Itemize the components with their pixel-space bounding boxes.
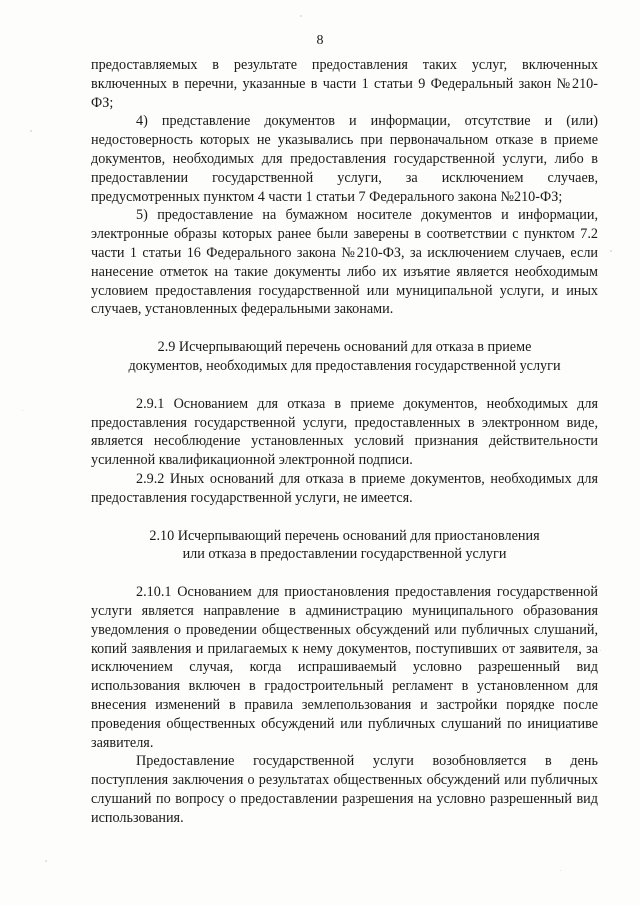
paragraph-item-4: 4) представление документов и информации, отсутствие и (или) недостоверность которых не указывались при первоначальном отказе в приеме документов, необходимых для предоставления государственной услуги, либо в предоставлении государственной услуги, за исключением случаев, предусмотренных пунктом 4 части 1 статьи 7 Федерального закона №210-ФЗ; [91,113,598,205]
paragraph-item-5: 5) предоставление на бумажном носителе документов и информации, электронные образы которых ранее были заверены в соответствии с пунктом 7.2 части 1 статьи 16 Федерального закона №210-ФЗ, за исключением случаев, если нанесение отметок на такие документы либо их изъятие является необходимым условием предоставления государственной или муниципальной услуги, и иных случаев, установленных федеральными законами. [91,207,598,318]
paragraph-2-10-1: 2.10.1 Основанием для приостановления предоставления государственной услуги является направление в администрацию муниципального образования уведомления о проведении общественных обсуждений или публичных слушаний, копий заявления и прилагаемых к нему документов, поступивших от заявителя, за исключением случая, когда испрашиваемый условно разрешенный вид использования включен в градостроительный регламент в установленном для внесения изменений в правила землепользования и застройки порядке после проведения общественных обсуждений или публичных слушаний по инициативе заявителя. [91,584,598,751]
page-number: 8 [316,33,324,48]
spacer [91,319,598,338]
spacer [91,564,598,583]
section-2-9-heading [91,338,598,376]
spacer [91,508,598,527]
spacer [91,376,598,395]
scan-speckle [22,410,23,411]
scan-speckle [45,860,47,862]
paragraph-2-9-2: 2.9.2 Иных оснований для отказа в приеме документов, необходимых для предоставления государственной услуги, не имеется. [91,470,598,506]
paragraph-continuation: предоставляемых в результате предоставления таких услуг, включенных включенных в перечни, указанные в части 1 статьи 9 Федеральный закон №210-ФЗ; [91,57,598,111]
scan-speckle [300,15,302,17]
section-heading-line: 2.10 Исчерпывающий перечень оснований для приостановления [149,527,540,544]
section-heading-line: или отказа в предоставлении государственной услуги [182,546,507,563]
scan-speckle [610,250,612,252]
scan-speckle [600,650,601,651]
section-2-10-heading [91,527,598,565]
paragraph-2-9-1: 2.9.1 Основанием для отказа в приеме документов, необходимых для предоставления государственной услуги, предоставленных в электронном виде, является несоблюдение установленных условий признания действительности усиленной квалификационной электронной подписи. [91,395,598,469]
paragraph-2-10-resume: Предоставление государственной услуги возобновляется в день поступления заключения о результатах общественных обсуждений или публичных слушаний по вопросу о предоставлении разрешения на условно разрешенный вид использования. [91,753,598,826]
document-body [91,56,598,827]
scan-speckle [560,870,561,871]
section-heading-line: 2.9 Исчерпывающий перечень оснований для отказа в приеме [157,339,532,356]
scan-speckle [30,130,32,132]
section-heading-line: документов, необходимых для предоставления государственной услуги [128,357,561,374]
